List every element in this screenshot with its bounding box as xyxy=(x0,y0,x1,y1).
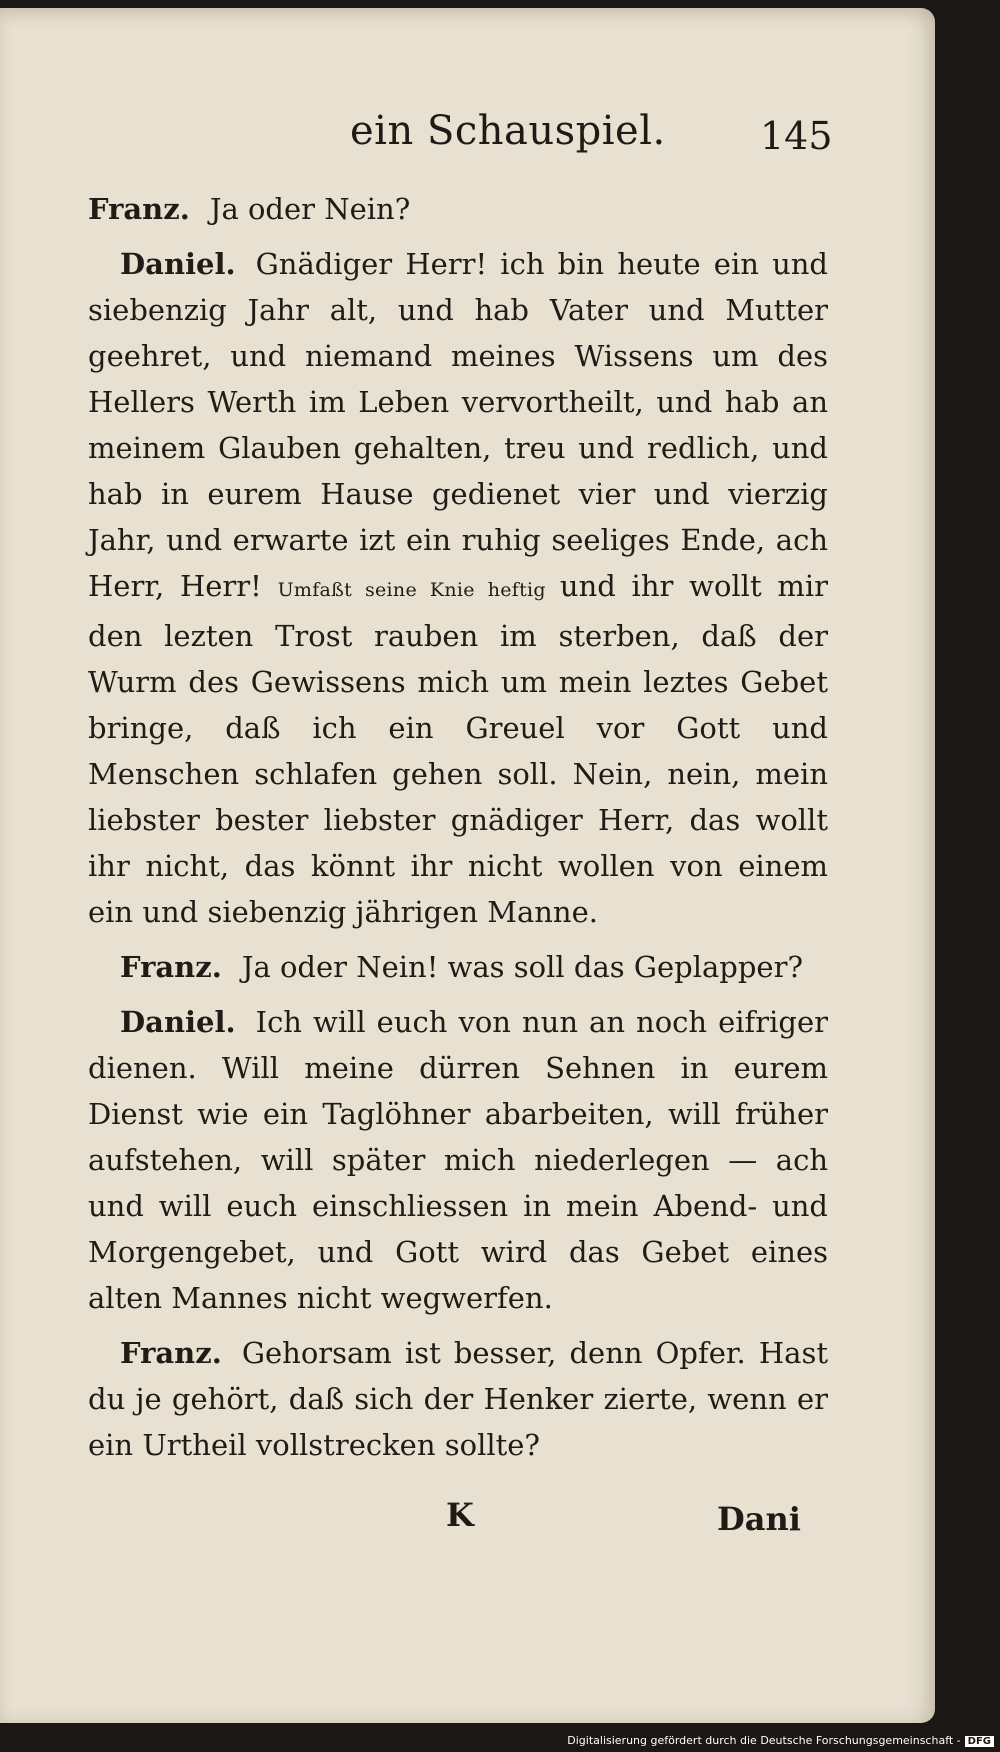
speaker-name: Daniel. xyxy=(120,247,236,281)
page-footer xyxy=(0,1496,935,1546)
speaker-name: Daniel. xyxy=(120,1005,236,1039)
dialogue-paragraph xyxy=(88,241,828,935)
page-header xyxy=(0,108,935,168)
speaker-name: Franz. xyxy=(120,950,222,984)
book-page xyxy=(0,8,935,1723)
dialogue-paragraph xyxy=(88,1330,828,1468)
dialogue-text: Ja oder Nein! was soll das Geplapper? xyxy=(241,950,804,984)
speaker-name: Franz. xyxy=(120,1336,222,1370)
dfg-logo: DFG xyxy=(965,1736,994,1747)
dialogue-text: Gehorsam ist besser, denn Opfer. Hast du je gehört, daß sich der Henker zierte, wenn er ein Urtheil vollstrecken sollte? xyxy=(88,1336,828,1462)
dialogue-paragraph xyxy=(88,944,828,990)
dialogue-text: und ihr wollt mir den lezten Trost rauben im sterben, daß der Wurm des Gewissens mich um mein leztes Gebet bringe, daß ich ein Greuel vor Gott und Menschen schlafen gehen soll. Nein, nein, mein liebster bester liebster gnädiger Herr, das wollt ihr nicht, das könnt ihr nicht wollen von einem ein und siebenzig jährigen Manne. xyxy=(88,569,829,929)
digitization-credit xyxy=(567,1734,994,1747)
dialogue-paragraph xyxy=(88,999,828,1321)
speaker-name: Franz. xyxy=(88,192,190,226)
dialogue-paragraph xyxy=(88,186,828,232)
page-number: 145 xyxy=(760,114,833,158)
page-body xyxy=(88,186,828,1477)
dialogue-text: Ich will euch von nun an noch eifriger dienen. Will meine dürren Sehnen in eurem Dienst wie ein Taglöhner abarbeiten, will früher aufstehen, will später mich niederlegen — ach und will euch einschliessen in mein Abend- und Morgengebet, und Gott wird das Gebet eines alten Mannes nicht wegwerfen. xyxy=(88,1005,828,1315)
signature-mark: K xyxy=(446,1496,474,1534)
dialogue-text: Gnädiger Herr! ich bin heute ein und siebenzig Jahr alt, und hab Vater und Mutter geehret, und niemand meines Wissens um des Hellers Werth im Leben vervortheilt, und hab an meinem Glauben gehalten, treu und redlich, und hab in eurem Hause gedienet vier und vierzig Jahr, und erwarte izt ein ruhig seeliges Ende, ach Herr, Herr! xyxy=(88,247,828,603)
running-title: ein Schauspiel. xyxy=(350,108,666,154)
dialogue-text: Ja oder Nein? xyxy=(209,192,411,226)
catchword: Dani xyxy=(717,1500,801,1538)
stage-direction: Umfaßt seine Knie heftig xyxy=(277,579,546,601)
credit-text: Digitalisierung gefördert durch die Deutsche Forschungsgemeinschaft - xyxy=(567,1734,961,1747)
